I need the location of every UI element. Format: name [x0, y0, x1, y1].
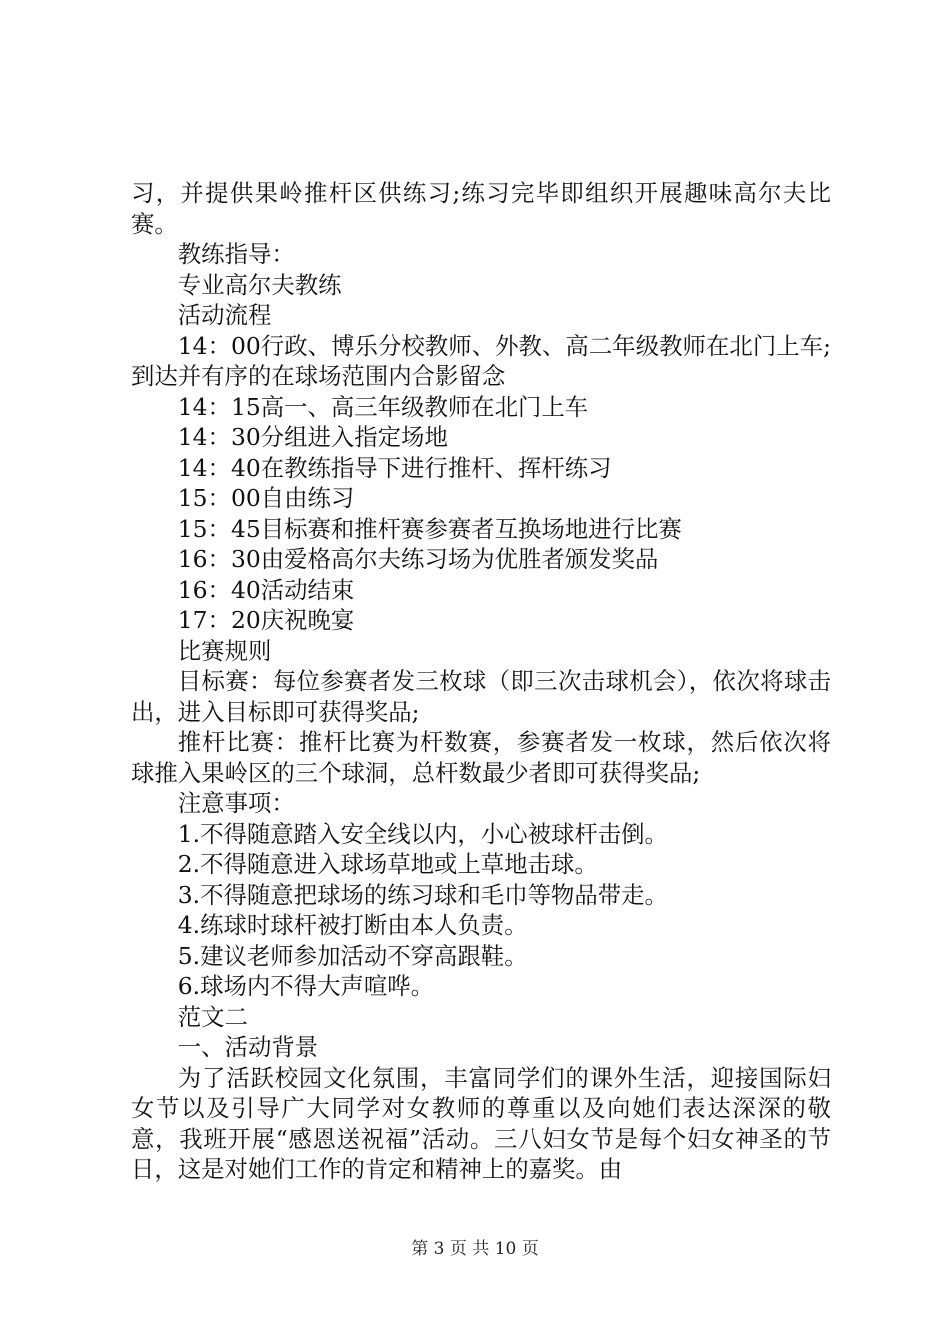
- page-footer: 第 3 页 共 10 页: [411, 1239, 539, 1259]
- schedule-item: 15：00自由练习: [177, 484, 355, 512]
- section-heading: 注意事项：: [177, 789, 295, 817]
- document-body: [131, 178, 831, 1185]
- section-heading: 活动流程: [177, 301, 272, 329]
- paragraph: 教练指导：: [177, 240, 295, 268]
- rule-paragraph: 目标赛：每位参赛者发三枚球（即三次击球机会），依次将球击出，进入目标即可获得奖品;: [131, 667, 831, 726]
- section-heading: 一、活动背景: [177, 1033, 319, 1061]
- schedule-item: 14：40在教练指导下进行推杆、挥杆练习: [177, 453, 612, 482]
- notice-item: 3.不得随意把球场的练习球和毛巾等物品带走。: [177, 880, 668, 909]
- section-heading: 范文二: [177, 1002, 248, 1031]
- schedule-item: 14：00行政、博乐分校教师、外教、高二年级教师在北门上车;到达并有序的在球场范围内合影留念: [131, 331, 831, 390]
- schedule-item: 14：15高一、高三年级教师在北门上车: [177, 392, 589, 421]
- schedule-item: 16：40活动结束: [177, 575, 355, 604]
- notice-item: 4.练球时球杆被打断由本人负责。: [177, 911, 528, 939]
- section-heading: 比赛规则: [177, 636, 272, 665]
- paragraph: 专业高尔夫教练: [177, 270, 342, 299]
- paragraph: 为了活跃校园文化氛围，丰富同学们的课外生活，迎接国际妇女节以及引导广大同学对女教师的尊重以及向她们表达深深的敬意，我班开展“感恩送祝福”活动。三八妇女节是每个妇女神圣的节日，这是对她们工作的肯定和精神上的嘉奖。由: [131, 1063, 831, 1183]
- schedule-item: 15：45目标赛和推杆赛参赛者互换场地进行比赛: [177, 514, 682, 543]
- notice-item: 2.不得随意进入球场草地或上草地击球。: [177, 850, 598, 878]
- schedule-item: 17：20庆祝晚宴: [177, 606, 355, 634]
- schedule-item: 16：30由爱格高尔夫练习场为优胜者颁发奖品: [177, 545, 659, 573]
- notice-item: 5.建议老师参加活动不穿高跟鞋。: [177, 941, 528, 970]
- notice-item: 6.球场内不得大声喧哗。: [177, 972, 435, 1000]
- notice-item: 1.不得随意踏入安全线以内，小心被球杆击倒。: [177, 819, 668, 848]
- paragraph: 习，并提供果岭推杆区供练习;练习完毕即组织开展趣味高尔夫比赛。: [131, 179, 831, 238]
- schedule-item: 14：30分组进入指定场地: [177, 423, 448, 451]
- rule-paragraph: 推杆比赛：推杆比赛为杆数赛，参赛者发一枚球，然后依次将球推入果岭区的三个球洞，总杆数最少者即可获得奖品;: [131, 728, 831, 787]
